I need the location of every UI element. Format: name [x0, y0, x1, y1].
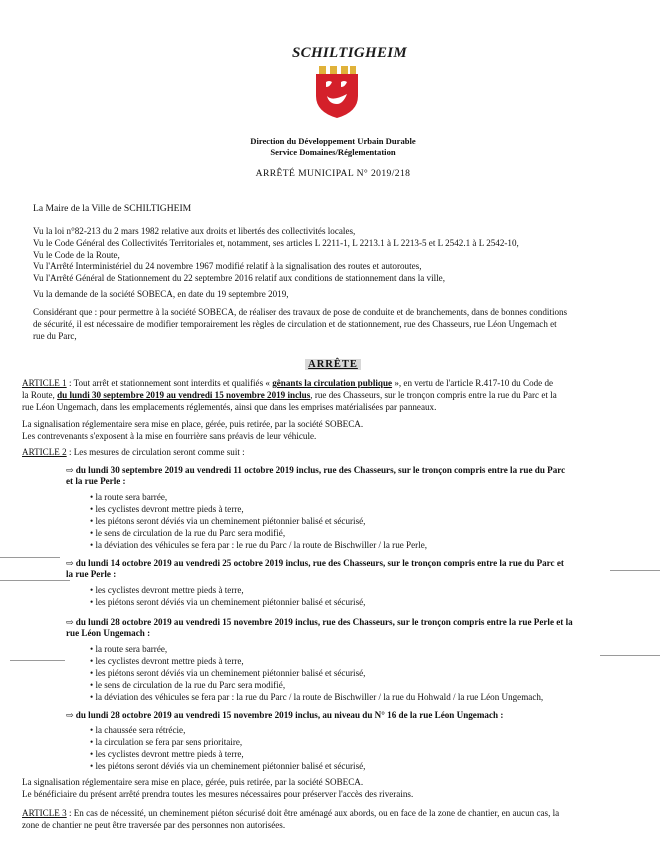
list-item: • la déviation des véhicules se fera par : la rue du Parc / la route de Bischwiller / la rue du Hohwald / la rue Léon Ungemach, — [90, 692, 544, 702]
list-item: • les cyclistes devront mettre pieds à terre, — [90, 504, 244, 514]
arrow-right-icon: ⇨ — [66, 710, 76, 720]
list-item-text: les piétons seront déviés via un cheminement piétonnier balisé et sécurisé, — [95, 761, 366, 771]
article1-text-c: », en vertu de l'article R.417-10 du Code de — [392, 378, 554, 388]
list-item: • les cyclistes devront mettre pieds à terre, — [90, 656, 244, 666]
article1-line-1 — [22, 378, 553, 390]
period-3-line-2: rue Léon Ungemach : — [66, 628, 151, 638]
considerant-line-1: Considérant que : pour permettre à la société SOBECA, de réaliser des travaux de pose de conduite et de branchements, dans de bonnes conditions — [33, 307, 568, 317]
list-item: • la chaussée sera rétrécie, — [90, 725, 186, 735]
list-item-text: le sens de circulation de la rue du Parc sera modifié, — [95, 528, 286, 538]
list-item-text: les piétons seront déviés via un cheminement piétonnier balisé et sécurisé, — [95, 668, 366, 678]
vu-line-4: Vu l'Arrêté Interministériel du 24 novembre 1967 modifié relatif à la signalisation des routes et autoroutes, — [33, 261, 422, 271]
article3-text: : En cas de nécessité, un cheminement piéton sécurisé doit être aménagé aux abords, ou en face de la zone de chantier, en aucun cas, la — [66, 808, 560, 818]
article1-label: ARTICLE 1 — [22, 378, 67, 388]
list-item-text: les cyclistes devront mettre pieds à terre, — [95, 504, 244, 514]
list-item: • la route sera barrée, — [90, 644, 168, 654]
article1-text-a: : Tout arrêt et stationnement sont interdits et qualifiés « — [66, 378, 273, 388]
list-item: • la circulation se fera par sens prioritaire, — [90, 737, 243, 747]
decree-title: ARRÊTÉ MUNICIPAL N° 2019/218 — [255, 168, 411, 179]
logo-wordmark: SCHILTIGHEIM — [292, 45, 408, 61]
vu-line-5: Vu l'Arrêté Général de Stationnement du 22 septembre 2016 relatif aux conditions de stationnement dans la ville, — [33, 273, 445, 283]
coat-of-arms-icon — [312, 64, 362, 120]
list-item-text: la route sera barrée, — [95, 644, 168, 654]
scan-artifact — [610, 570, 660, 571]
article2-intro — [22, 447, 245, 459]
period-1-line-2: et la rue Perle : — [66, 476, 126, 486]
period-2-line-2: la rue Perle : — [66, 569, 117, 579]
list-item-text: la déviation des véhicules se fera par : le rue du Parc / la route de Bischwiller / la rue Perle, — [95, 540, 428, 550]
authority-line: La Maire de la Ville de SCHILTIGHEIM — [33, 203, 192, 214]
department-name: Direction du Développement Urbain Durable — [250, 136, 416, 146]
vu-line-2: Vu le Code Général des Collectivités Territoriales et, notamment, ses articles L 2211-1, L 2213.1 à L 2213-5 et L 2542.1 à L 2542-10, — [33, 238, 519, 248]
article3-label: ARTICLE 3 — [22, 808, 67, 818]
list-item: • le sens de circulation de la rue du Parc sera modifié, — [90, 528, 286, 538]
arrow-right-icon: ⇨ — [66, 617, 76, 627]
considerant-line-3: rue du Parc, — [33, 331, 77, 341]
article1-line-3: rue Léon Ungemach, dans les emplacements réglementés, ainsi que dans les emprises matérialisées par panneaux. — [22, 402, 437, 412]
period-4-line-1 — [66, 710, 503, 722]
period-3-text: du lundi 28 octobre 2019 au vendredi 15 novembre 2019 inclus, rue des Chasseurs, sur le tronçon compris entre la rue Perle et la — [75, 617, 573, 627]
scan-artifact — [600, 655, 660, 656]
article1-period: du lundi 30 septembre 2019 au vendredi 15 novembre 2019 inclus — [57, 390, 311, 400]
service-name: Service Domaines/Réglementation — [270, 147, 396, 157]
list-item: • le sens de circulation de la rue du Parc sera modifié, — [90, 680, 286, 690]
article2-label: ARTICLE 2 — [22, 447, 67, 457]
arrow-right-icon: ⇨ — [66, 558, 76, 568]
demande-line: Vu la demande de la société SOBECA, en date du 19 septembre 2019, — [33, 289, 289, 299]
article3-line-2: zone de chantier ne peut être traversée par des personnes non autorisées. — [22, 820, 286, 830]
list-item: • les cyclistes devront mettre pieds à terre, — [90, 749, 244, 759]
scan-artifact — [10, 660, 65, 661]
list-item-text: les cyclistes devront mettre pieds à terre, — [95, 656, 244, 666]
arrete-heading-wrap — [0, 354, 666, 372]
list-item: • les piétons seront déviés via un cheminement piétonnier balisé et sécurisé, — [90, 761, 366, 771]
article2-closing-1: La signalisation réglementaire sera mise en place, gérée, puis retirée, par la société SOBECA. — [22, 777, 364, 787]
period-1-text: du lundi 30 septembre 2019 au vendredi 11 octobre 2019 inclus, rue des Chasseurs, sur le tronçon compris entre la rue du Parc — [75, 465, 566, 475]
list-item-text: le sens de circulation de la rue du Parc sera modifié, — [95, 680, 286, 690]
list-item: • les cyclistes devront mettre pieds à terre, — [90, 585, 244, 595]
list-item: • les piétons seront déviés via un cheminement piétonnier balisé et sécurisé, — [90, 516, 366, 526]
article1-line2-c: , rue des Chasseurs, sur le tronçon compris entre la rue du Parc et la — [310, 390, 557, 400]
list-item-text: la route sera barrée, — [95, 492, 168, 502]
list-item: • les piétons seront déviés via un cheminement piétonnier balisé et sécurisé, — [90, 668, 366, 678]
list-item: • la déviation des véhicules se fera par : le rue du Parc / la route de Bischwiller / la rue Perle, — [90, 540, 428, 550]
list-item-text: la chaussée sera rétrécie, — [95, 725, 186, 735]
period-2-text: du lundi 14 octobre 2019 au vendredi 25 octobre 2019 inclus, rue des Chasseurs, sur le tronçon compris entre la rue du Parc et — [75, 558, 564, 568]
scan-artifact — [0, 557, 60, 558]
arrow-right-icon: ⇨ — [66, 465, 76, 475]
article1-line2-a: la Route, — [22, 390, 58, 400]
article3-line-1 — [22, 808, 559, 820]
article2-closing-2: Le bénéficiaire du présent arrêté prendra toutes les mesures nécessaires pour préserver l'accès des riverains. — [22, 789, 414, 799]
period-2-line-1 — [66, 558, 564, 570]
article2-intro-text: : Les mesures de circulation seront comme suit : — [66, 447, 245, 457]
list-item-text: les piétons seront déviés via un cheminement piétonnier balisé et sécurisé, — [95, 597, 366, 607]
article1-line-4: La signalisation réglementaire sera mise en place, gérée, puis retirée, par la société SOBECA. — [22, 419, 364, 429]
scan-artifact — [0, 580, 70, 581]
list-item-text: la déviation des véhicules se fera par : la rue du Parc / la route de Bischwiller / la rue du Hohwald / la rue Léon Ungemach, — [95, 692, 544, 702]
period-4-text: du lundi 28 octobre 2019 au vendredi 15 novembre 2019 inclus, au niveau du N° 16 de la rue Léon Ungemach : — [75, 710, 504, 720]
list-item-text: les cyclistes devront mettre pieds à terre, — [95, 749, 244, 759]
list-item: • les piétons seront déviés via un cheminement piétonnier balisé et sécurisé, — [90, 597, 366, 607]
vu-line-1: Vu la loi n°82-213 du 2 mars 1982 relative aux droits et libertés des collectivités locales, — [33, 226, 356, 236]
list-item: • la route sera barrée, — [90, 492, 168, 502]
article1-line-2 — [22, 390, 557, 402]
considerant-line-2: de sécurité, il est nécessaire de modifier temporairement les règles de circulation et de stationnement, rue des Chasseurs, rue Léon Ungemach et — [33, 319, 557, 329]
period-1-line-1 — [66, 465, 565, 477]
list-item-text: les piétons seront déviés via un cheminement piétonnier balisé et sécurisé, — [95, 516, 366, 526]
list-item-text: la circulation se fera par sens prioritaire, — [95, 737, 243, 747]
period-3-line-1 — [66, 617, 573, 629]
vu-line-3: Vu le Code de la Route, — [33, 250, 120, 260]
list-item-text: les cyclistes devront mettre pieds à terre, — [95, 585, 244, 595]
city-logo — [292, 45, 408, 120]
arrete-heading: ARRÊTE — [305, 359, 361, 370]
article1-line-5: Les contrevenants s'exposent à la mise en fourrière sans préavis de leur véhicule. — [22, 431, 317, 441]
article1-qualifier: gênants la circulation publique — [272, 378, 393, 388]
